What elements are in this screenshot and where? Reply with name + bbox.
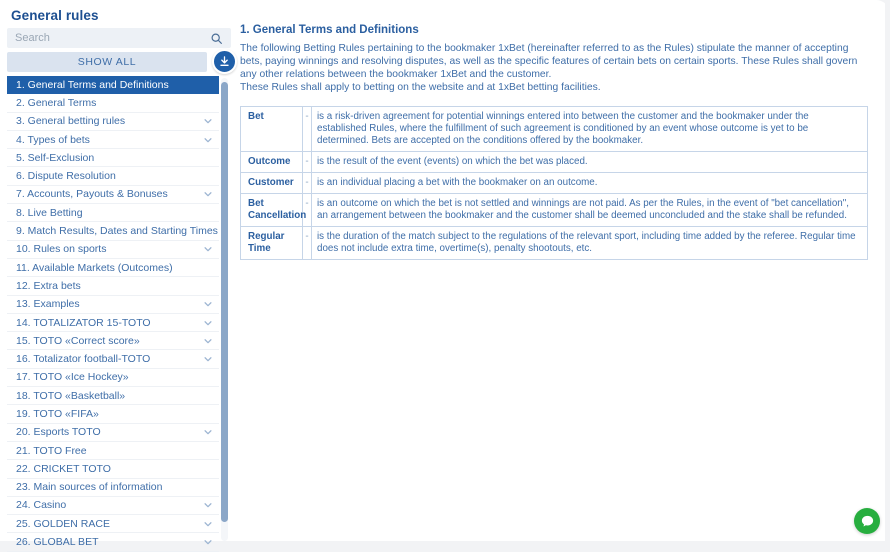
chevron-placeholder [202,280,213,291]
sidebar-item[interactable] [7,131,219,149]
intro-paragraph-2: These Rules shall apply to betting on the website and at 1xBet betting facilities. [240,82,601,93]
sidebar-item[interactable] [7,497,219,515]
sidebar-item[interactable] [7,533,219,551]
chevron-placeholder [202,463,213,474]
sidebar-item-label: 14. TOTALIZATOR 15-TOTO [16,316,151,329]
definition-description: is the duration of the match subject to the regulations of the relevant sport, including time added by the referee. Regular time does not include extra time, overtime(s), penalty shootouts, etc. [312,227,868,260]
chevron-placeholder [202,79,213,90]
sidebar-item[interactable] [7,259,219,277]
sidebar-item-label: 12. Extra bets [16,279,81,292]
chevron-down-icon[interactable] [202,500,213,511]
sidebar-item-label: 2. General Terms [16,96,97,109]
chevron-placeholder [202,482,213,493]
definition-separator: - [303,227,312,260]
chat-widget-button[interactable] [854,508,880,534]
sidebar-scrollbar[interactable] [221,78,228,541]
search-input[interactable] [15,32,209,44]
content-intro [238,42,884,94]
sidebar-nav [7,76,232,549]
sidebar-item-label: 25. GOLDEN RACE [16,517,110,530]
sidebar-item-label: 7. Accounts, Payouts & Bonuses [16,188,168,201]
sidebar-nav-list [7,76,219,552]
sidebar [0,28,232,549]
definition-term: Bet [241,107,303,152]
sidebar-item[interactable] [7,332,219,350]
sidebar-item[interactable] [7,369,219,387]
definition-separator: - [303,152,312,173]
chevron-down-icon[interactable] [202,354,213,365]
definition-description: is the result of the event (events) on which the bet was placed. [312,152,868,173]
sidebar-item[interactable] [7,76,219,94]
sidebar-item-label: 19. TOTO «FIFA» [16,407,99,420]
sidebar-item-label: 18. TOTO «Basketball» [16,389,126,402]
sidebar-item-label: 16. Totalizator football-TOTO [16,353,151,366]
chevron-down-icon[interactable] [202,134,213,145]
sidebar-item-label: 10. Rules on sports [16,243,107,256]
sidebar-item-label: 8. Live Betting [16,206,83,219]
sidebar-item-label: 3. General betting rules [16,115,126,128]
intro-paragraph-1: The following Betting Rules pertaining to the bookmaker 1xBet (hereinafter referred to as the Rules) stipulate the manner of accepting bets, paying winnings and resolving disputes, as well as the specific features of certain bets on certain sports. These Rules shall govern any other relations between the bookmaker 1xBet and the customer. [240,43,858,80]
definition-description: is an individual placing a bet with the bookmaker on an outcome. [312,173,868,194]
sidebar-item[interactable] [7,186,219,204]
download-button[interactable] [212,49,237,74]
sidebar-item-label: 6. Dispute Resolution [16,170,116,183]
sidebar-item[interactable] [7,350,219,368]
chevron-placeholder [202,152,213,163]
chevron-down-icon[interactable] [202,427,213,438]
sidebar-item[interactable] [7,277,219,295]
content-heading: 1. General Terms and Definitions [240,24,419,36]
sidebar-item-label: 1. General Terms and Definitions [16,78,169,91]
chevron-placeholder [202,408,213,419]
sidebar-item-label: 22. CRICKET TOTO [16,462,111,475]
chevron-down-icon[interactable] [202,116,213,127]
chevron-down-icon[interactable] [202,317,213,328]
sidebar-item[interactable] [7,479,219,497]
definition-term: Customer [241,173,303,194]
sidebar-item[interactable] [7,387,219,405]
sidebar-item-label: 23. Main sources of information [16,481,163,494]
chevron-down-icon[interactable] [202,299,213,310]
chevron-placeholder [202,262,213,273]
sidebar-item[interactable] [7,204,219,222]
definition-description: is an outcome on which the bet is not settled and winnings are not paid. As per the Rules, in the event of "bet cancellation", an arrangement between the bookmaker and the customer shall be deemed unconcluded and the stake shall be refunded. [312,194,868,227]
sidebar-item-label: 13. Examples [16,298,80,311]
table-row [241,152,868,173]
main-content [238,24,884,541]
sidebar-item[interactable] [7,222,219,240]
sidebar-item-label: 21. TOTO Free [16,444,87,457]
sidebar-item-label: 11. Available Markets (Outcomes) [16,261,173,274]
search-box[interactable] [7,28,231,48]
sidebar-item[interactable] [7,149,219,167]
chevron-placeholder [202,97,213,108]
definition-term: Bet Cancellation [241,194,303,227]
showall-row [7,52,231,72]
chevron-placeholder [202,372,213,383]
sidebar-item[interactable] [7,442,219,460]
sidebar-item-label: 9. Match Results, Dates and Starting Times [16,225,218,238]
sidebar-scrollbar-thumb[interactable] [221,82,228,522]
table-row [241,227,868,260]
table-row [241,107,868,152]
definition-term: Outcome [241,152,303,173]
chevron-down-icon[interactable] [202,189,213,200]
sidebar-item[interactable] [7,296,219,314]
chat-bubble-icon [860,514,875,529]
sidebar-item-label: 26. GLOBAL BET [16,536,99,549]
sidebar-item[interactable] [7,515,219,533]
chevron-down-icon[interactable] [202,518,213,529]
search-icon[interactable] [209,31,223,45]
sidebar-item[interactable] [7,167,219,185]
sidebar-item[interactable] [7,113,219,131]
chevron-down-icon[interactable] [202,335,213,346]
sidebar-item[interactable] [7,460,219,478]
sidebar-item-label: 15. TOTO «Correct score» [16,334,140,347]
sidebar-item[interactable] [7,405,219,423]
definitions-table [240,106,868,260]
definition-separator: - [303,173,312,194]
sidebar-item[interactable] [7,314,219,332]
sidebar-item[interactable] [7,241,219,259]
download-icon [218,55,231,68]
definition-term: Regular Time [241,227,303,260]
definition-description: is a risk-driven agreement for potential winnings entered into between the customer and the bookmaker under the established Rules, where the fulfillment of such agreement is conditioned by an event whose outcome is yet to be determined. Bets are accepted on the conditions offered by the bookmaker. [312,107,868,152]
chevron-placeholder [202,171,213,182]
sidebar-item-label: 17. TOTO «Ice Hockey» [16,371,129,384]
sidebar-item-label: 4. Types of bets [16,133,90,146]
chevron-placeholder [202,207,213,218]
chevron-down-icon[interactable] [202,537,213,548]
sidebar-item-label: 24. Casino [16,499,67,512]
table-row [241,173,868,194]
sidebar-item[interactable] [7,424,219,442]
table-row [241,194,868,227]
page-title: General rules [11,8,99,23]
definition-separator: - [303,194,312,227]
definition-separator: - [303,107,312,152]
chevron-down-icon[interactable] [202,244,213,255]
chevron-placeholder [202,390,213,401]
show-all-button[interactable]: SHOW ALL [7,52,207,72]
chevron-placeholder [202,445,213,456]
page-right-edge [885,0,890,541]
sidebar-item-label: 20. Esports TOTO [16,426,101,439]
sidebar-item-label: 5. Self-Exclusion [16,151,95,164]
sidebar-item[interactable] [7,94,219,112]
